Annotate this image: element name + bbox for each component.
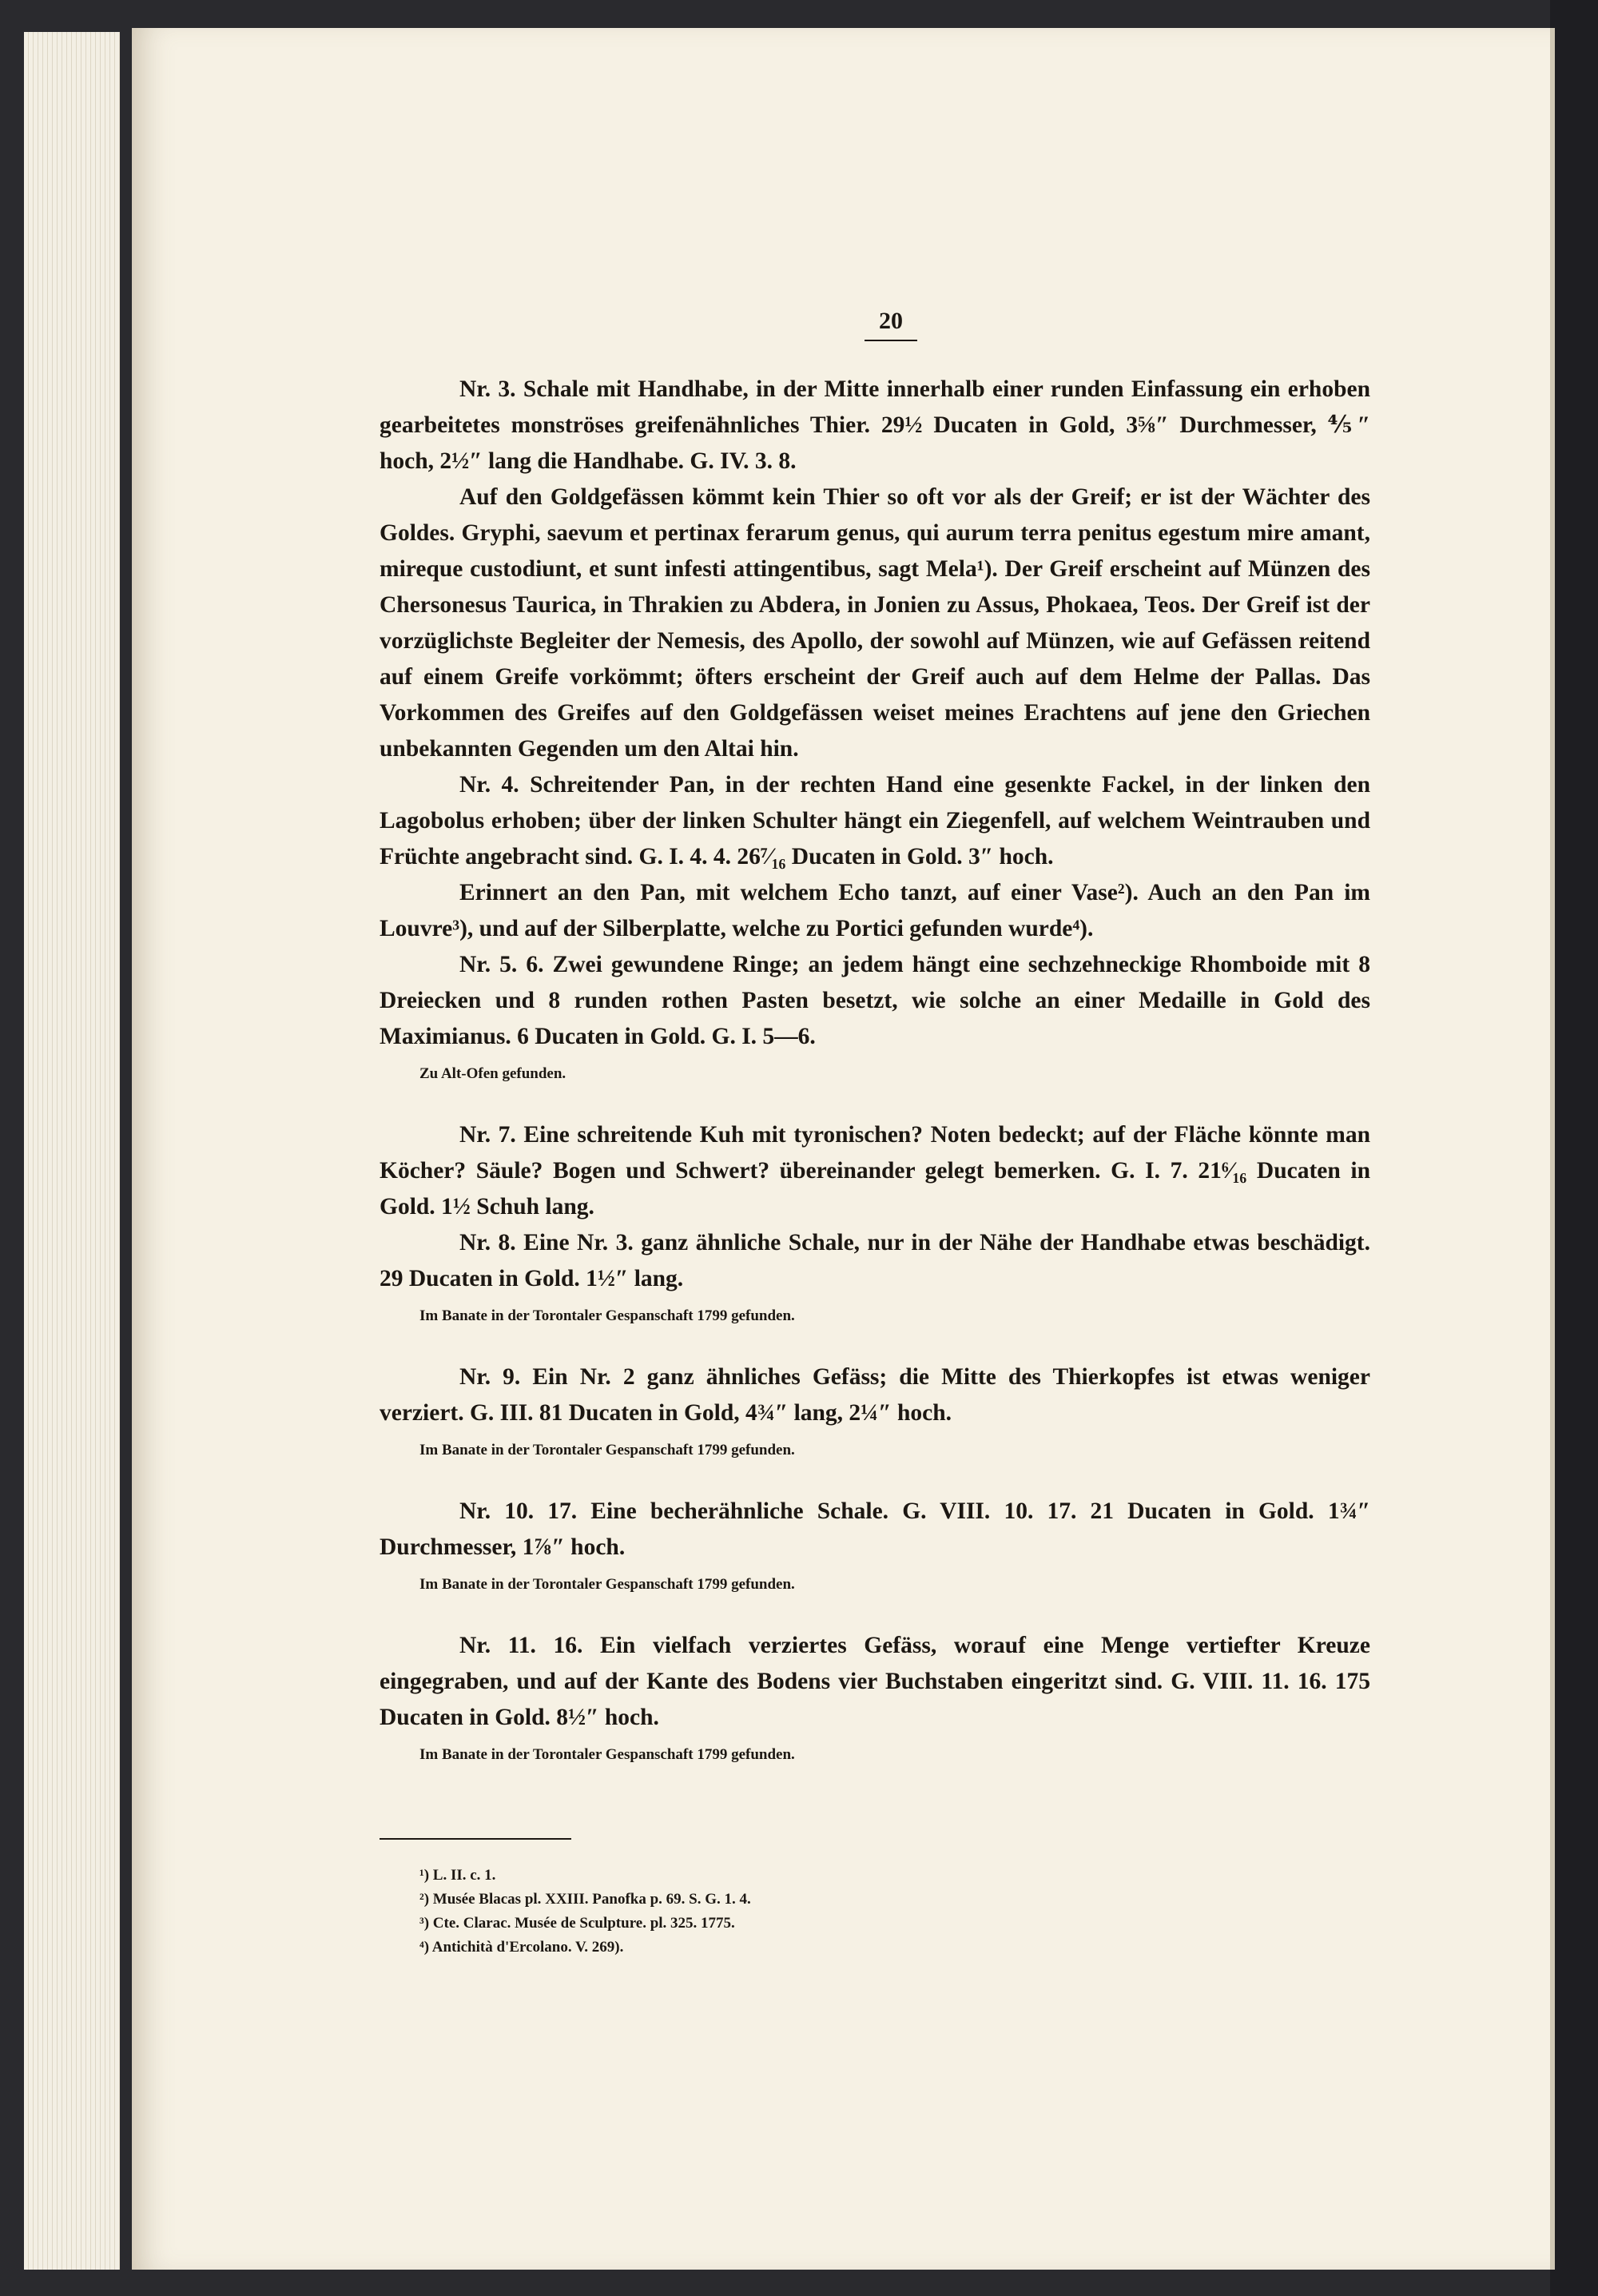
footnotes — [419, 1864, 1370, 1960]
footnote: ¹) L. II. c. 1. — [419, 1867, 496, 1884]
paragraph-nr11-16: Nr. 11. 16. Ein vielfach verziertes Gefäss, worauf eine Menge vertiefter Kreuze eingegraben, und auf der Kante des Bodens vier Buchstaben eingeritzt sind. G. VIII. 11. 16. 175 Ducaten in Gold. 8½″ hoch. — [380, 1633, 1370, 1730]
footnote: ³) Cte. Clarac. Musée de Sculpture. pl. 325. 1775. — [419, 1915, 735, 1932]
paragraph-nr3: Nr. 3. Schale mit Handhabe, in der Mitte innerhalb einer runden Einfassung ein erhoben gearbeitetes monströses greifenähnliches Thier. 29½ Ducaten in Gold, 3⅝″ Durchmesser, ⅘″ hoch, 2½″ lang die Handhabe. G. IV. 3. 8. — [380, 376, 1370, 474]
paragraph-nr7: Nr. 7. Eine schreitende Kuh mit tyronischen? Noten bedeckt; auf der Fläche könnte man Köcher? Säule? Bogen und Schwert? übereinander gelegt bemerken. G. I. 7. 21⁶⁄₁₆ Ducaten in Gold. 1½ Schuh lang. — [380, 1122, 1370, 1220]
page-right-edge — [1550, 28, 1555, 2270]
paragraph-nr10-17: Nr. 10. 17. Eine becherähnliche Schale. G. VIII. 10. 17. 21 Ducaten in Gold. 1¾″ Durchmesser, 1⅞″ hoch. — [380, 1498, 1370, 1560]
footnote: ²) Musée Blacas pl. XXIII. Panofka p. 69. S. G. 1. 4. — [419, 1891, 751, 1908]
paragraph-nr5-6: Nr. 5. 6. Zwei gewundene Ringe; an jedem hängt eine sechzehneckige Rhomboide mit 8 Dreiecken und 8 runden rothen Pasten besetzt, wie solche an einer Medaille in Gold des Maximianus. 6 Ducaten in Gold. G. I. 5—6. — [380, 952, 1370, 1049]
scan-background — [1550, 0, 1598, 2296]
page-content — [380, 308, 1370, 1960]
paragraph-pan: Erinnert an den Pan, mit welchem Echo tanzt, auf einer Vase²). Auch an den Pan im Louvre³), und auf der Silberplatte, welche zu Portici gefunden wurde⁴). — [380, 880, 1370, 941]
paragraph-greif: Auf den Goldgefässen kömmt kein Thier so oft vor als der Greif; er ist der Wächter des Goldes. Gryphi, saevum et pertinax ferarum genus, qui aurum terra penitus egestum mire amant, mireque custodiunt, et sunt infesti attingentibus, sagt Mela¹). Der Greif erscheint auf Münzen des Chersonesus Taurica, in Thrakien zu Abdera, in Jonien zu Assus, Phokaea, Teos. Der Greif ist der vorzüglichste Begleiter der Nemesis, des Apollo, der sowohl auf Münzen, wie auf Gefässen reitend auf einem Greife vorkömmt; öfters erscheint der Greif auch auf dem Helme der Pallas. Das Vorkommen des Greifes auf den Goldgefässen weiset meines Erachtens auf jene den Griechen unbekannten Gegenden um den Altai hin. — [380, 484, 1370, 762]
paragraph-nr9: Nr. 9. Ein Nr. 2 ganz ähnliches Gefäss; die Mitte des Thierkopfes ist etwas weniger verziert. G. III. 81 Ducaten in Gold, 4¾″ lang, 2¼″ hoch. — [380, 1364, 1370, 1426]
find-note: Zu Alt-Ofen gefunden. — [419, 1065, 566, 1082]
page-number: 20 — [411, 308, 1370, 341]
paragraph-nr8: Nr. 8. Eine Nr. 3. ganz ähnliche Schale, nur in der Nähe der Handhabe etwas beschädigt. 29 Ducaten in Gold. 1½″ lang. — [380, 1230, 1370, 1291]
page-stack-edge — [24, 32, 120, 2270]
find-note: Im Banate in der Torontaler Gespanschaft 1799 gefunden. — [419, 1442, 795, 1458]
find-note: Im Banate in der Torontaler Gespanschaft 1799 gefunden. — [419, 1307, 795, 1324]
footnote-divider — [380, 1838, 571, 1840]
paragraph-nr4: Nr. 4. Schreitender Pan, in der rechten Hand eine gesenkte Fackel, in der linken den Lagobolus erhoben; über der linken Schulter hängt ein Ziegenfell, auf welchem Weintrauben und Früchte angebracht sind. G. I. 4. 4. 26⁷⁄₁₆ Ducaten in Gold. 3″ hoch. — [380, 772, 1370, 869]
find-note: Im Banate in der Torontaler Gespanschaft 1799 gefunden. — [419, 1576, 795, 1593]
find-note: Im Banate in der Torontaler Gespanschaft 1799 gefunden. — [419, 1746, 795, 1763]
footnote: ⁴) Antichità d'Ercolano. V. 269). — [419, 1939, 624, 1956]
